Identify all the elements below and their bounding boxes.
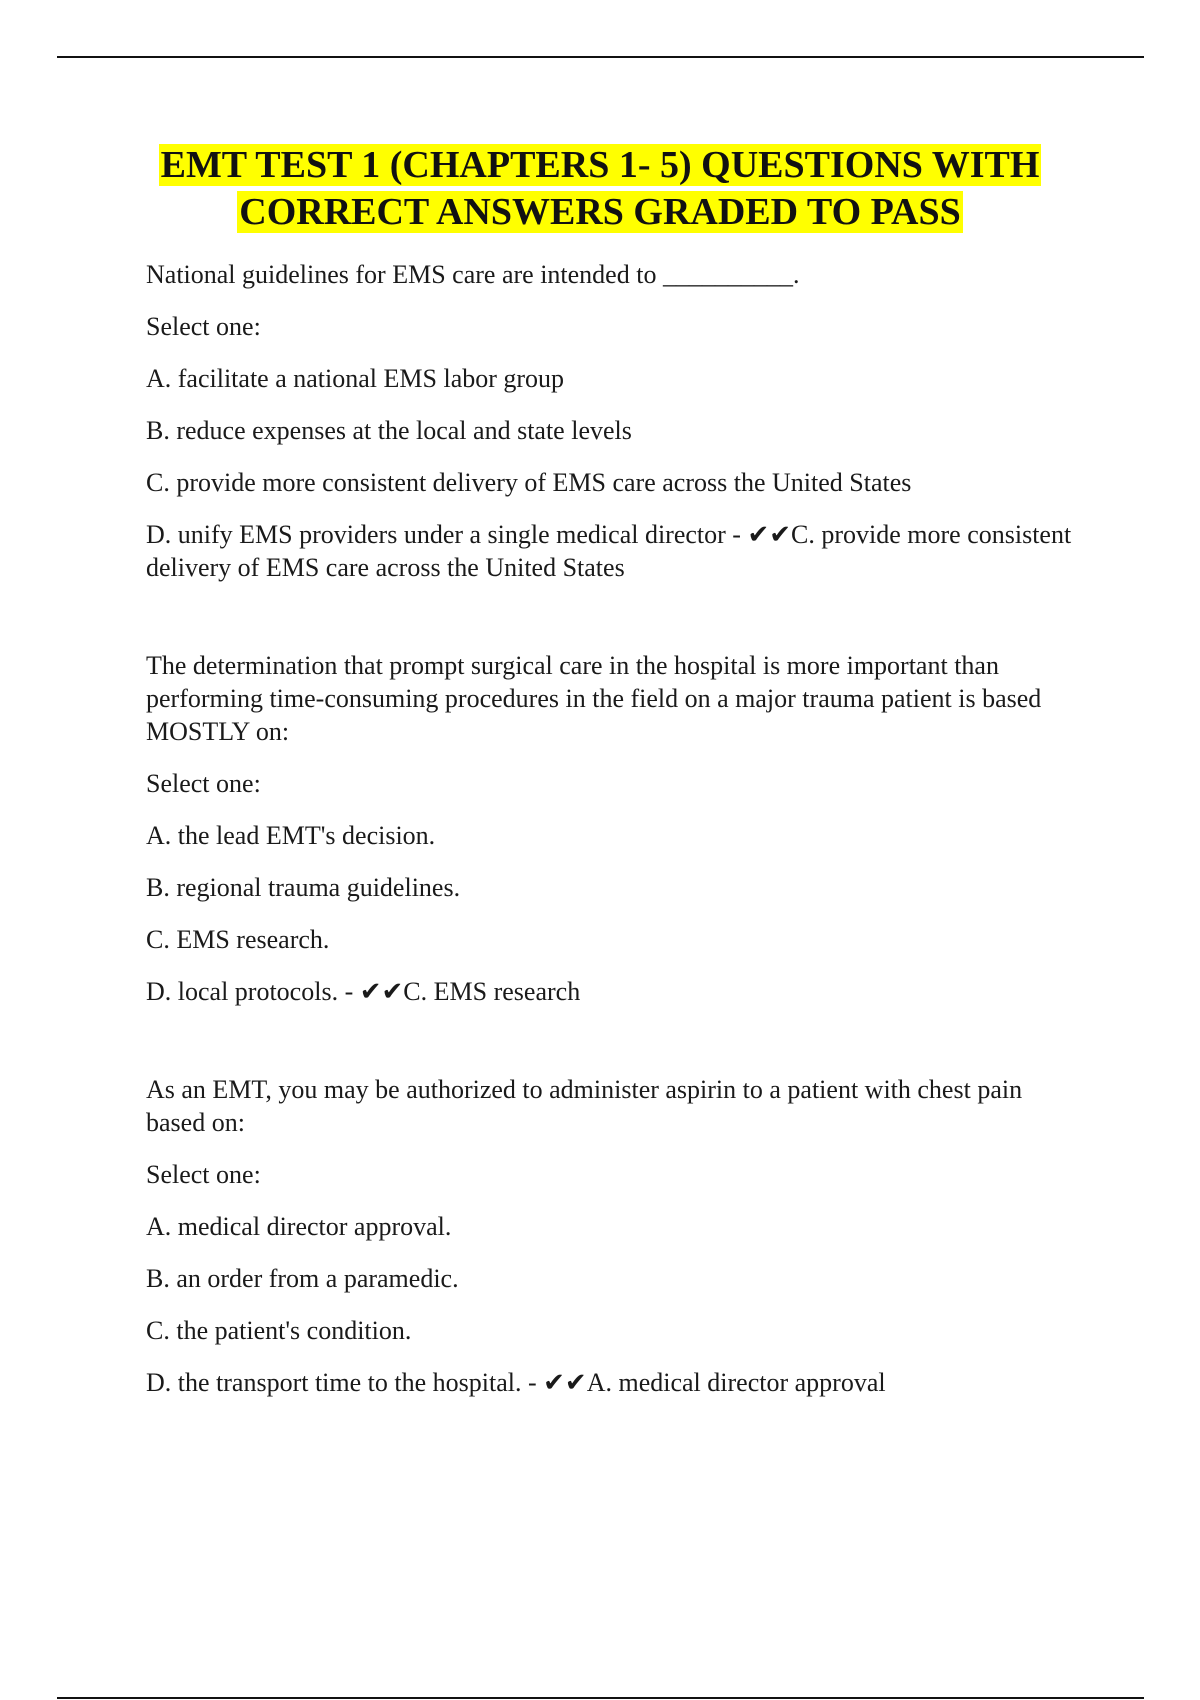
document-title (100, 142, 1100, 236)
question-text: National guidelines for EMS care are intended to __________. (146, 260, 800, 289)
option-b: B. regional trauma guidelines. (146, 873, 461, 902)
option-d-with-answer: D. unify EMS providers under a single medical director - ✔✔C. provide more consistent delivery of EMS care across the United States (146, 520, 1072, 582)
title-line-1: EMT TEST 1 (CHAPTERS 1- 5) QUESTIONS WITH (160, 144, 1040, 186)
title-line-2: CORRECT ANSWERS GRADED TO PASS (239, 191, 961, 233)
option-d-with-answer: D. the transport time to the hospital. - ✔✔A. medical director approval (146, 1368, 886, 1397)
option-c: C. EMS research. (146, 925, 330, 954)
option-b: B. reduce expenses at the local and state levels (146, 416, 632, 445)
header-rule (57, 56, 1144, 58)
question-text: As an EMT, you may be authorized to administer aspirin to a patient with chest pain based on: (146, 1075, 1023, 1137)
option-d-with-answer: D. local protocols. - ✔✔C. EMS research (146, 977, 581, 1006)
question-1 (146, 258, 1086, 584)
select-one-prompt: Select one: (146, 312, 261, 341)
option-a: A. medical director approval. (146, 1212, 452, 1241)
select-one-prompt: Select one: (146, 769, 261, 798)
footer-rule (57, 1697, 1144, 1699)
option-c: C. the patient's condition. (146, 1316, 412, 1345)
question-list (146, 258, 1086, 1399)
option-a: A. the lead EMT's decision. (146, 821, 436, 850)
question-2 (146, 649, 1086, 1008)
question-text: The determination that prompt surgical care in the hospital is more important than performing time-consuming procedures in the field on a major trauma patient is based MOSTLY on: (146, 651, 1042, 746)
option-c: C. provide more consistent delivery of EMS care across the United States (146, 468, 912, 497)
option-b: B. an order from a paramedic. (146, 1264, 459, 1293)
option-a: A. facilitate a national EMS labor group (146, 364, 565, 393)
select-one-prompt: Select one: (146, 1160, 261, 1189)
question-3 (146, 1073, 1086, 1399)
